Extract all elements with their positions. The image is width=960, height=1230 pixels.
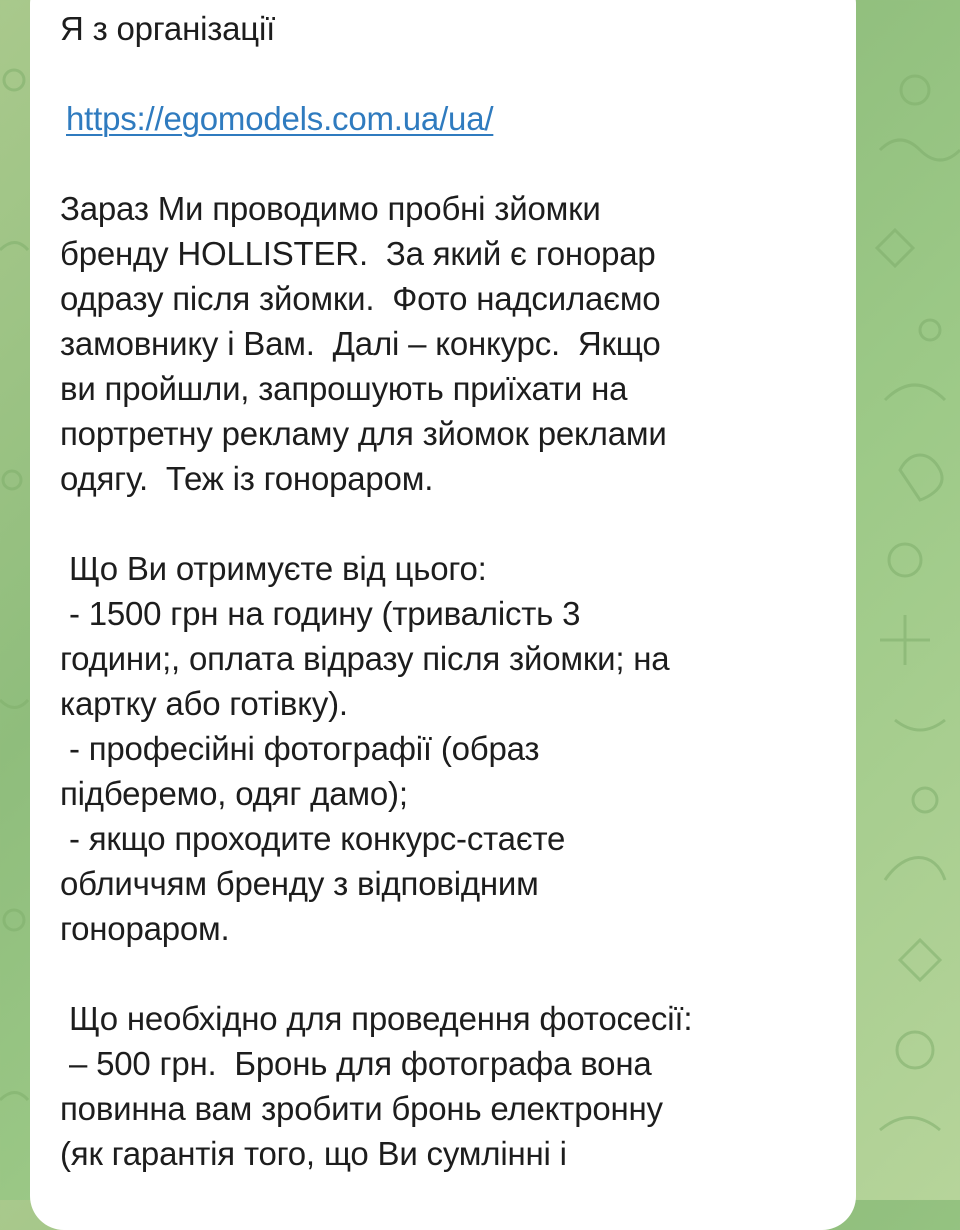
message-line: замовнику і Вам. Далі – конкурс. Якщо [60, 325, 661, 362]
message-line: картку або готівку). [60, 685, 348, 722]
line-gap [60, 501, 816, 546]
message-line: портретну рекламу для зйомок реклами [60, 415, 667, 452]
message-link-line [60, 96, 816, 141]
message-line: Що необхідно для проведення фотосесії: [60, 1000, 693, 1037]
message-line: обличчям бренду з відповідним [60, 865, 539, 902]
message-line: - 1500 грн на годину (тривалість 3 [60, 595, 581, 632]
message-line: бренду HOLLISTER. За який є гонорар [60, 235, 656, 272]
message-line: ви пройшли, запрошують приїхати на [60, 370, 628, 407]
message-line: - професійні фотографії (образ [60, 730, 540, 767]
message-bubble [30, 0, 856, 1230]
message-line: одразу після зйомки. Фото надсилаємо [60, 280, 661, 317]
message-line: повинна вам зробити бронь електронну [60, 1090, 663, 1127]
message-line: підберемо, одяг дамо); [60, 775, 408, 812]
message-line: Що Ви отримуєте від цього: [60, 550, 487, 587]
message-line: - якщо проходите конкурс-стаєте [60, 820, 566, 857]
message-link[interactable]: https://egomodels.com.ua/ua/ [66, 100, 494, 137]
line-gap [60, 51, 816, 96]
message-line: – 500 грн. Бронь для фотографа вона [60, 1045, 652, 1082]
line-gap [60, 141, 816, 186]
message-line: години;, оплата відразу після зйомки; на [60, 640, 670, 677]
message-sender-line: Я з організації [60, 10, 276, 47]
message-line: Зараз Ми проводимо пробні зйомки [60, 190, 601, 227]
message-line: одягу. Теж із гонораром. [60, 460, 434, 497]
message-line: гонораром. [60, 910, 230, 947]
line-gap [60, 951, 816, 996]
message-line: (як гарантія того, що Ви сумлінні і [60, 1135, 567, 1172]
